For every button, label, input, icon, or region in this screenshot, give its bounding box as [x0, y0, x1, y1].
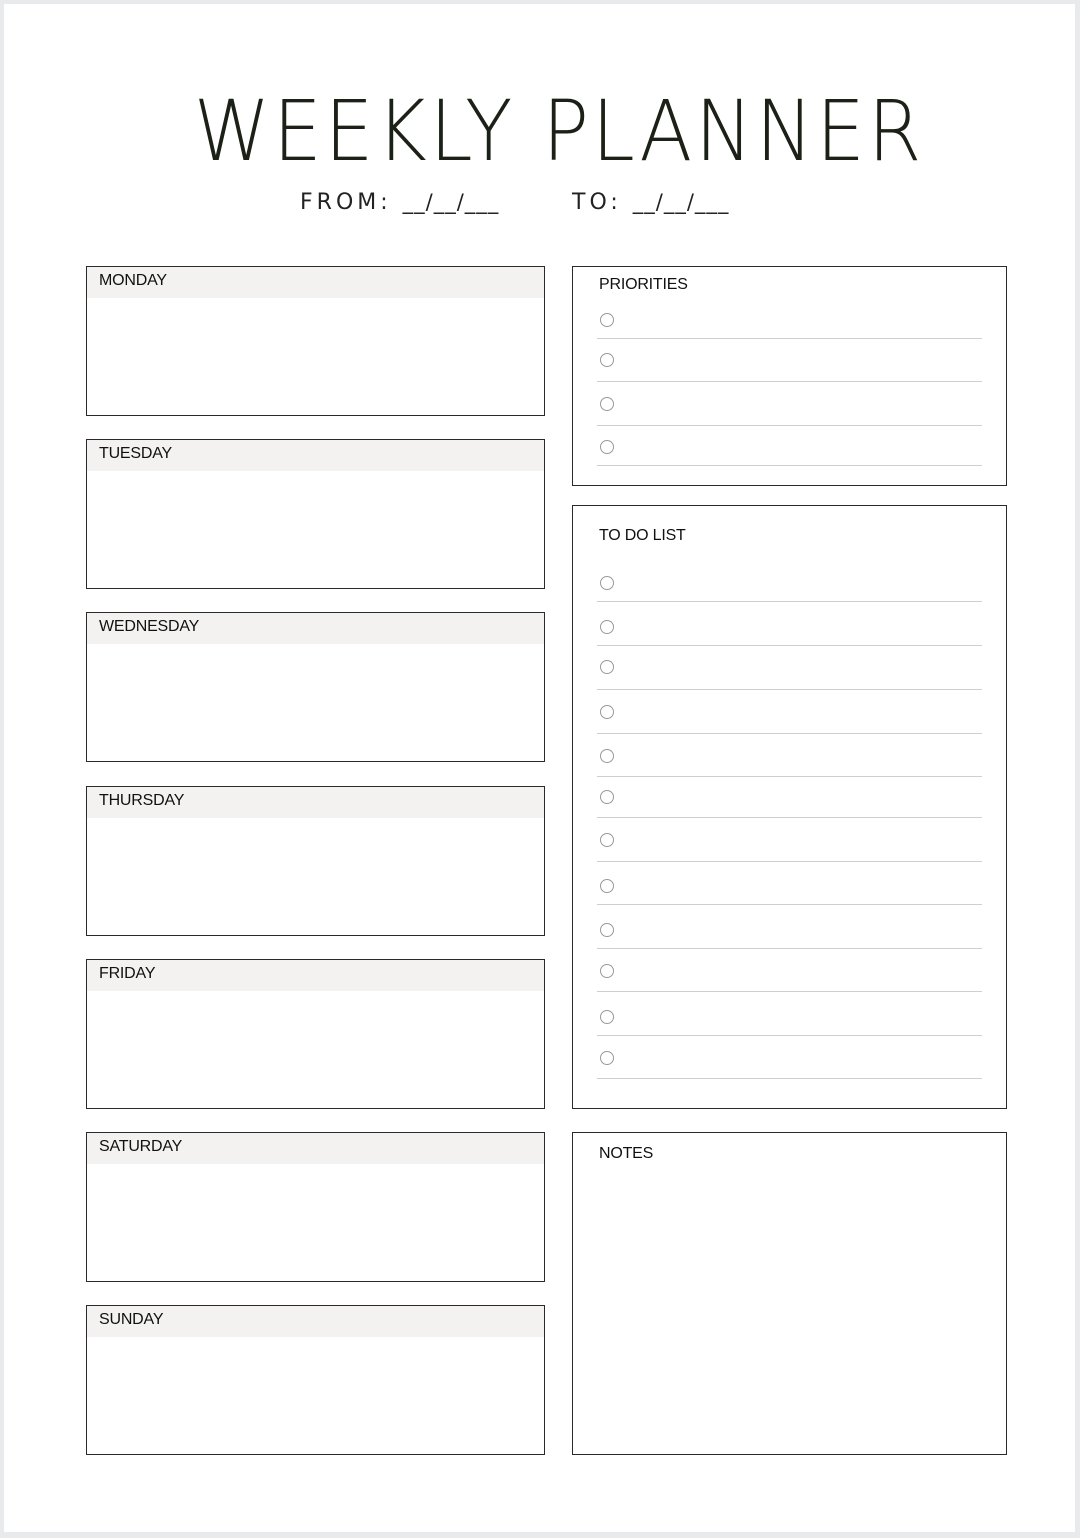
todo-line[interactable]: [597, 1078, 982, 1079]
day-label: SUNDAY: [99, 1311, 164, 1328]
todo-line[interactable]: [597, 601, 982, 602]
todo-line[interactable]: [597, 948, 982, 949]
notes-label: NOTES: [599, 1145, 654, 1162]
day-box-tuesday[interactable]: [86, 439, 545, 589]
todo-label: TO DO LIST: [599, 527, 686, 544]
priority-checkbox[interactable]: [600, 440, 614, 454]
todo-checkbox[interactable]: [600, 879, 614, 893]
todo-line[interactable]: [597, 861, 982, 862]
day-header: [87, 960, 544, 991]
todo-checkbox[interactable]: [600, 964, 614, 978]
priorities-box: [572, 266, 1007, 486]
todo-checkbox[interactable]: [600, 705, 614, 719]
day-box-thursday[interactable]: [86, 786, 545, 936]
todo-box: [572, 505, 1007, 1109]
todo-line[interactable]: [597, 776, 982, 777]
todo-checkbox[interactable]: [600, 576, 614, 590]
priority-line[interactable]: [597, 338, 982, 339]
day-box-friday[interactable]: [86, 959, 545, 1109]
day-label: TUESDAY: [99, 445, 172, 462]
todo-line[interactable]: [597, 689, 982, 690]
day-box-sunday[interactable]: [86, 1305, 545, 1455]
notes-box[interactable]: [572, 1132, 1007, 1455]
todo-checkbox[interactable]: [600, 660, 614, 674]
priority-line[interactable]: [597, 425, 982, 426]
todo-checkbox[interactable]: [600, 790, 614, 804]
day-label: WEDNESDAY: [99, 618, 200, 635]
priority-checkbox[interactable]: [600, 313, 614, 327]
todo-line[interactable]: [597, 733, 982, 734]
todo-line[interactable]: [597, 817, 982, 818]
to-date: [572, 190, 729, 220]
todo-line[interactable]: [597, 904, 982, 905]
todo-checkbox[interactable]: [600, 1010, 614, 1024]
todo-checkbox[interactable]: [600, 620, 614, 634]
page-title: WEEKLY PLANNER: [193, 82, 925, 180]
day-label: FRIDAY: [99, 965, 156, 982]
from-label: FROM:: [300, 190, 392, 215]
day-box-wednesday[interactable]: [86, 612, 545, 762]
day-label: SATURDAY: [99, 1138, 183, 1155]
todo-checkbox[interactable]: [600, 749, 614, 763]
todo-checkbox[interactable]: [600, 1051, 614, 1065]
day-label: THURSDAY: [99, 792, 185, 809]
priorities-label: PRIORITIES: [599, 276, 688, 293]
priority-line[interactable]: [597, 381, 982, 382]
day-box-saturday[interactable]: [86, 1132, 545, 1282]
day-label: MONDAY: [99, 272, 167, 289]
priority-checkbox[interactable]: [600, 397, 614, 411]
todo-line[interactable]: [597, 991, 982, 992]
priority-line[interactable]: [597, 465, 982, 466]
from-date: [300, 190, 499, 220]
day-box-monday[interactable]: [86, 266, 545, 416]
todo-checkbox[interactable]: [600, 833, 614, 847]
priority-checkbox[interactable]: [600, 353, 614, 367]
from-date-blank[interactable]: __/__/___: [402, 190, 500, 214]
todo-line[interactable]: [597, 645, 982, 646]
todo-checkbox[interactable]: [600, 923, 614, 937]
to-date-blank[interactable]: __/__/___: [632, 190, 730, 214]
planner-page: [4, 4, 1075, 1532]
todo-line[interactable]: [597, 1035, 982, 1036]
to-label: TO:: [572, 190, 622, 215]
